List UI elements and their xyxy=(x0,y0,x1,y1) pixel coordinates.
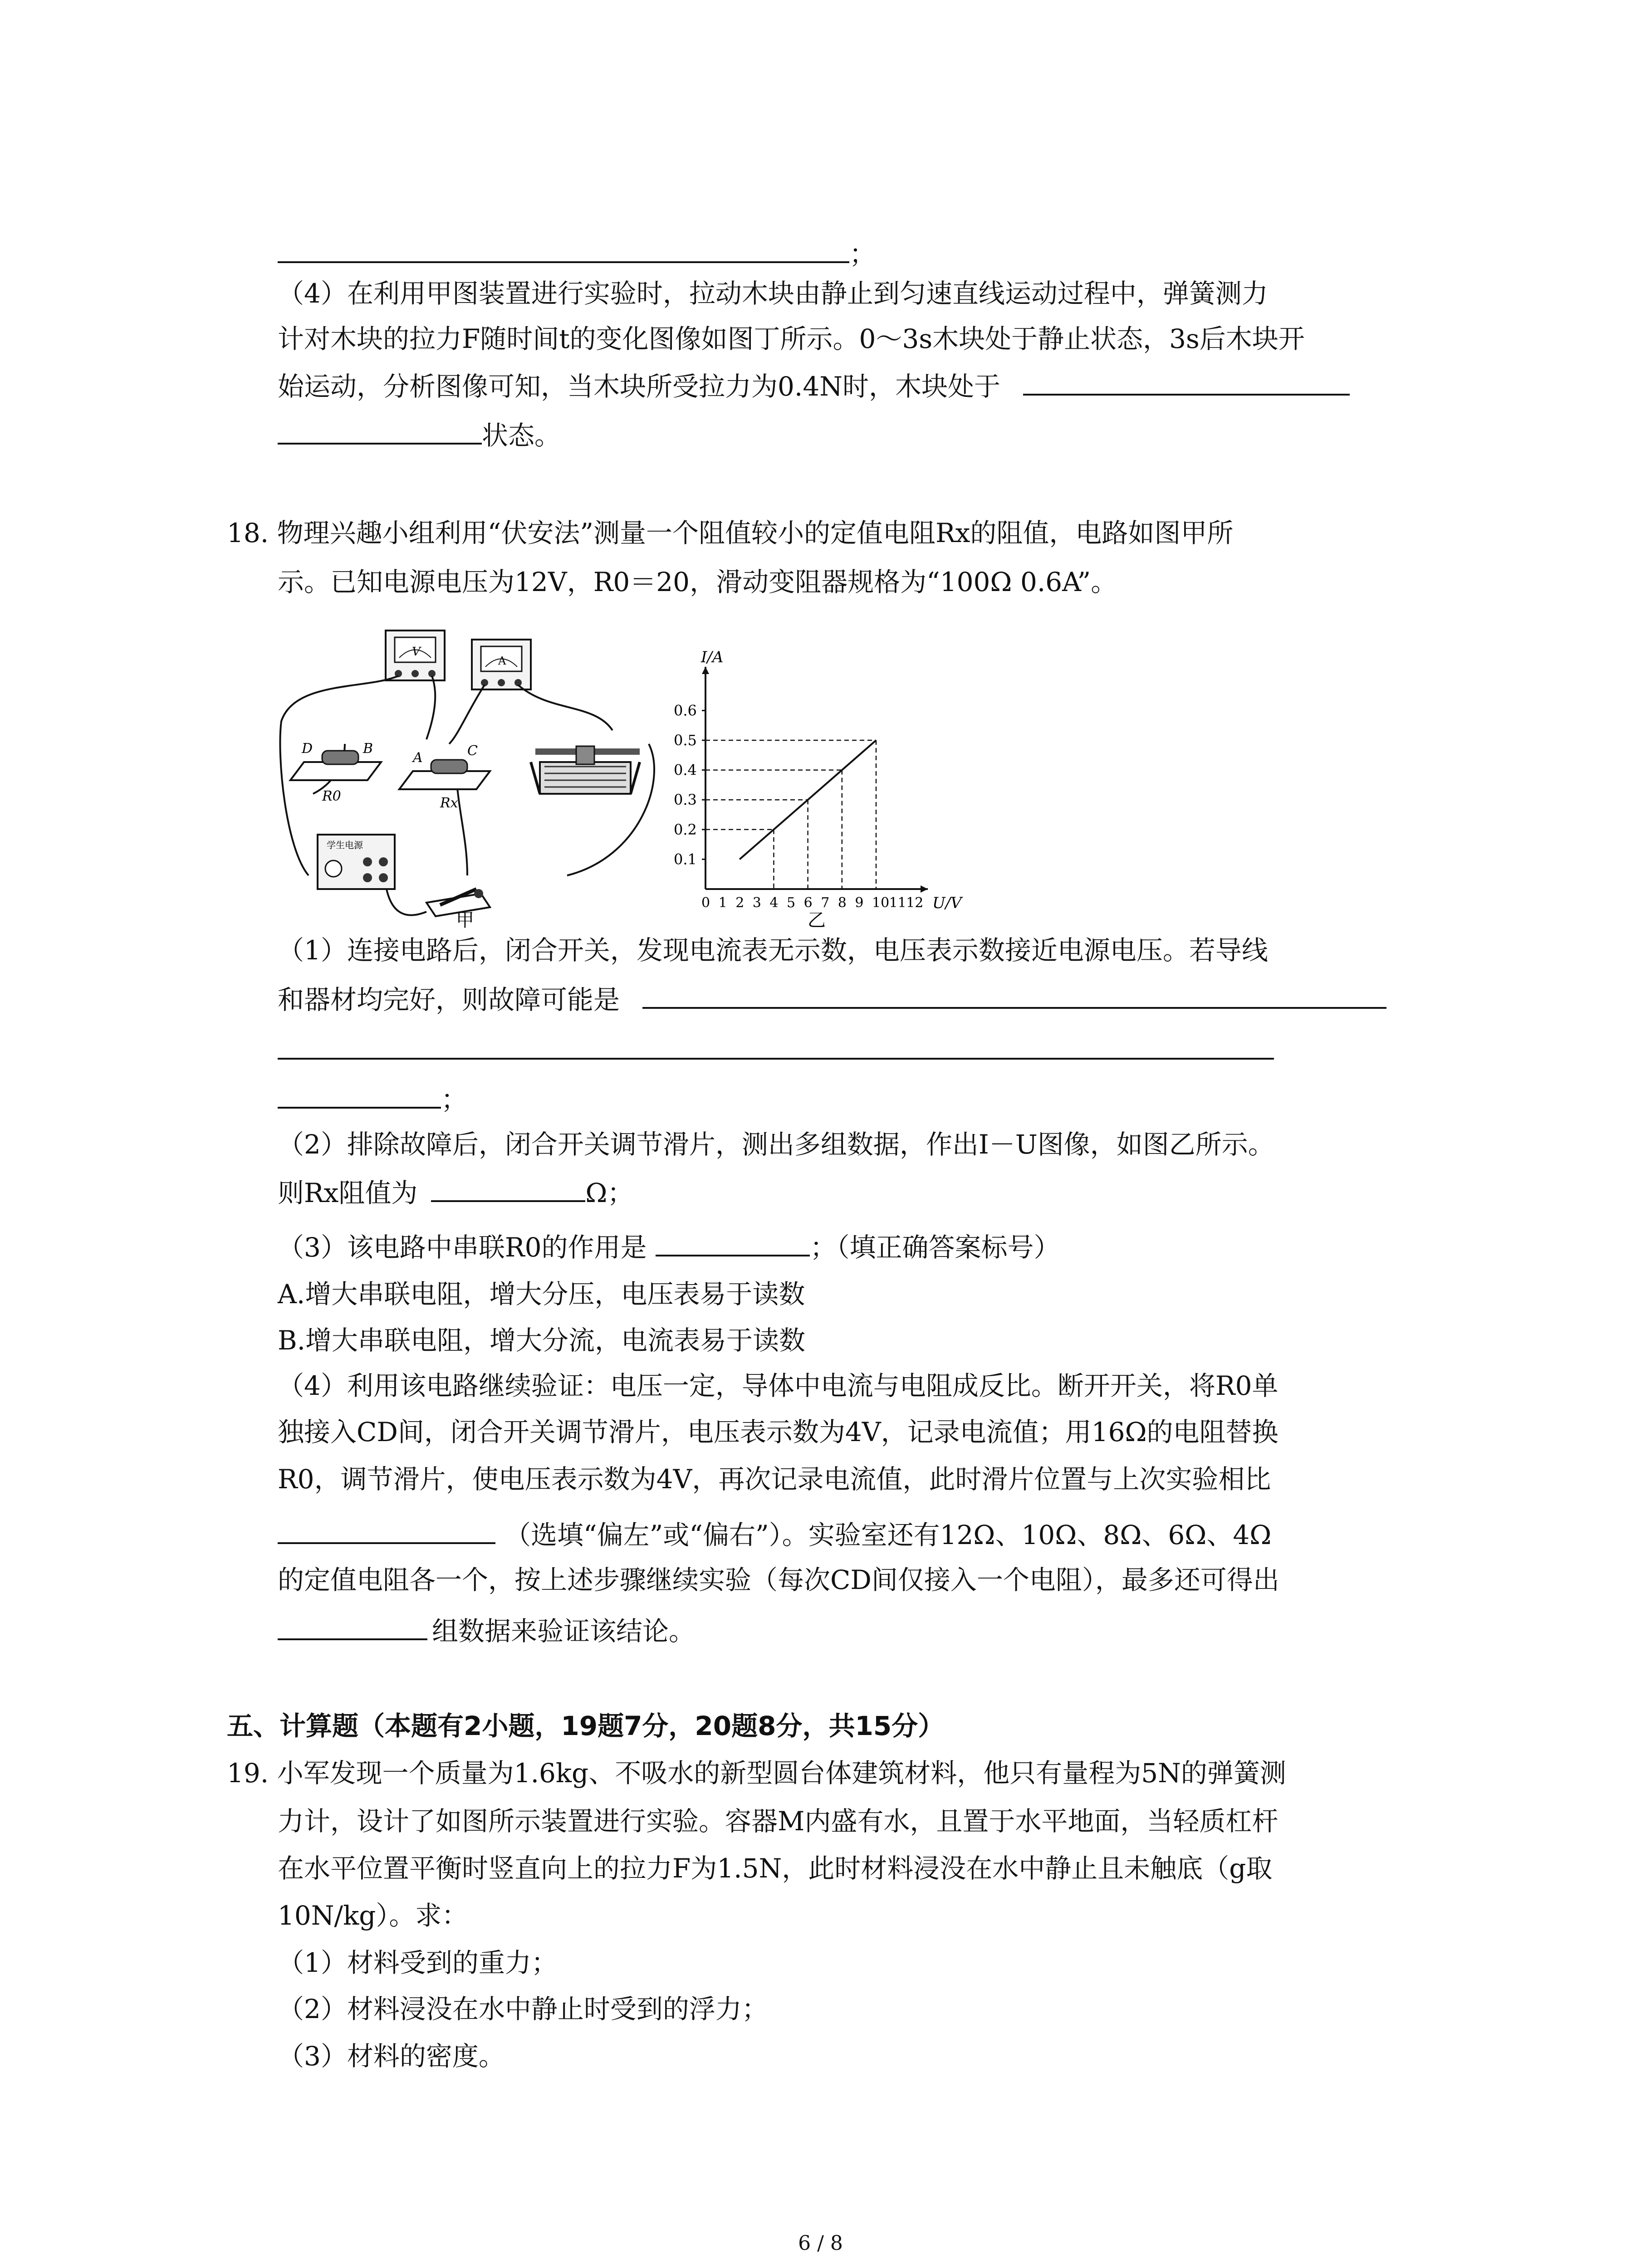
x-axis-arrow xyxy=(921,885,928,893)
blank xyxy=(278,1517,495,1544)
section-heading: 五、计算题（本题有2小题，19题7分，20题8分，共15分） xyxy=(227,1711,945,1741)
x-tick-label: 0 xyxy=(701,895,710,911)
x-axis-label: U/V xyxy=(932,894,962,912)
blank xyxy=(278,417,482,445)
page-number: 6 / 8 xyxy=(798,2232,843,2255)
label-r0: R0 xyxy=(322,788,341,804)
blank xyxy=(656,1229,810,1256)
label-a: A xyxy=(413,750,423,766)
blank xyxy=(642,982,1386,1009)
text: 组数据来验证该结论。 xyxy=(432,1616,696,1647)
x-tick-label: 11 xyxy=(889,895,906,911)
rx-resistor xyxy=(399,743,490,811)
amp-label: A xyxy=(498,655,506,667)
y-axis-arrow xyxy=(702,667,709,674)
x-tick-label: 2 xyxy=(735,895,745,911)
q18-2-line-a: （2）排除故障后，闭合开关调节滑片，测出多组数据，作出I－U图像，如图乙所示。 xyxy=(278,1129,1274,1160)
text: 和器材均完好，则故障可能是 xyxy=(278,984,620,1015)
blank xyxy=(278,1613,427,1640)
r0-resistor xyxy=(290,741,381,804)
label-rx: Rx xyxy=(440,795,458,811)
volt-label: V xyxy=(412,645,421,659)
power-supply xyxy=(318,835,395,889)
x-tick-label: 4 xyxy=(769,895,779,911)
q18-4-line-a: （4）利用该电路继续验证：电压一定，导体中电流与电阻成反比。断开开关，将R0单 xyxy=(278,1370,1279,1401)
label-c: C xyxy=(467,743,478,759)
y-tick-label: 0.2 xyxy=(674,821,697,838)
blank xyxy=(1023,368,1350,396)
blank xyxy=(278,1032,1274,1060)
y-tick-label: 0.4 xyxy=(674,761,697,779)
x-tick-label: 12 xyxy=(906,895,924,911)
x-tick-label: 5 xyxy=(787,895,796,911)
q17-4-line-b: 计对木块的拉力F随时间t的变化图像如图丁所示。0～3s木块处于静止状态，3s后木块开 xyxy=(278,323,1305,354)
x-tick-label: 6 xyxy=(803,895,813,911)
q19-line-a: 19. 小军发现一个质量为1.6kg、不吸水的新型圆台体建筑材料，他只有量程为5N的弹簧测 xyxy=(227,1758,1286,1789)
q17-4-line-d xyxy=(278,417,561,451)
text: 始运动，分析图像可知，当木块所受拉力为0.4N时，木块处于 xyxy=(278,371,1000,402)
text: Ω； xyxy=(585,1178,634,1208)
text: ； xyxy=(441,1084,468,1115)
y-tick-label: 0.3 xyxy=(674,791,697,809)
label-d: D xyxy=(302,741,313,757)
q18-1-line-a: （1）连接电路后，闭合开关，发现电流表无示数，电压表示数接近电源电压。若导线 xyxy=(278,935,1268,966)
psu-label: 学生电源 xyxy=(327,840,363,850)
q18-line-a: 18. 物理兴趣小组利用“伏安法”测量一个阻值较小的定值电阻Rx的阻值，电路如图甲所 xyxy=(227,518,1234,548)
q18-line-b: 示。已知电源电压为12V，R0＝20，滑动变阻器规格为“100Ω 0.6A”。 xyxy=(278,567,1117,597)
caption-jia: 甲 xyxy=(456,910,474,931)
y-tick-label: 0.5 xyxy=(674,732,697,749)
iu-chart xyxy=(674,648,963,931)
q19-part-1: （1）材料受到的重力； xyxy=(278,1947,558,1978)
y-tick-label: 0.1 xyxy=(674,850,697,868)
q18-4-line-b: 独接入CD间，闭合开关调节滑片，电压表示数为4V，记录电流值；用16Ω的电阻替换 xyxy=(278,1417,1279,1447)
q18-1-line-d xyxy=(278,1081,467,1115)
q18-1-line-b xyxy=(278,982,1386,1016)
ammeter xyxy=(472,640,531,689)
x-tick-label: 1 xyxy=(718,895,727,911)
q19-line-b: 力计，设计了如图所示装置进行实验。容器M内盛有水，且置于水平地面，当轻质杠杆 xyxy=(278,1806,1279,1837)
q18-1-line-c xyxy=(278,1032,1274,1066)
circuit-figure xyxy=(277,621,962,931)
text: ； xyxy=(849,239,876,269)
x-tick-label: 9 xyxy=(855,895,864,911)
q18-4-line-c: R0，调节滑片，使电压表示数为4V，再次记录电流值，此时滑片位置与上次实验相比 xyxy=(278,1464,1271,1495)
x-tick-label: 8 xyxy=(838,895,847,911)
q19-part-3: （3）材料的密度。 xyxy=(278,2041,505,2072)
q18-4-line-f xyxy=(278,1613,695,1647)
q17-4-line-c xyxy=(278,368,1350,402)
x-tick-label: 10 xyxy=(872,895,890,911)
blank xyxy=(278,1081,441,1109)
q18-3-option-b: B.增大串联电阻，增大分流，电流表易于读数 xyxy=(278,1325,806,1356)
q18-4-line-d xyxy=(278,1517,1271,1551)
x-tick-label: 7 xyxy=(821,895,830,911)
voltmeter xyxy=(386,631,445,680)
x-tick-label: 3 xyxy=(752,895,761,911)
text: 状态。 xyxy=(482,420,561,451)
caption-yi: 乙 xyxy=(808,910,826,931)
y-axis-label: I/A xyxy=(701,648,724,666)
q18-2-line-b xyxy=(278,1175,633,1209)
q18-3-line-a xyxy=(278,1229,1060,1263)
q19-part-2: （2）材料浸没在水中静止时受到的浮力； xyxy=(278,1994,768,2024)
text: 则Rx阻值为 xyxy=(278,1178,418,1208)
blank xyxy=(278,236,849,263)
q18-4-line-e: 的定值电阻各一个，按上述步骤继续实验（每次CD间仅接入一个电阻），最多还可得出 xyxy=(278,1564,1279,1595)
answer-line xyxy=(278,236,876,270)
q17-4-line-a: （4）在利用甲图装置进行实验时，拉动木块由静止到匀速直线运动过程中，弹簧测力 xyxy=(278,278,1268,309)
text: ；（填正确答案标号） xyxy=(810,1232,1060,1263)
text: （选填“偏左”或“偏右”）。实验室还有12Ω、10Ω、8Ω、6Ω、4Ω xyxy=(505,1520,1272,1550)
blank xyxy=(431,1175,585,1202)
text: （3）该电路中串联R0的作用是 xyxy=(278,1232,647,1263)
label-b: B xyxy=(363,741,373,757)
q18-3-option-a: A.增大串联电阻，增大分压，电压表易于读数 xyxy=(278,1279,805,1310)
q19-line-c: 在水平位置平衡时竖直向上的拉力F为1.5N，此时材料浸没在水中静止且未触底（g取 xyxy=(278,1853,1273,1884)
y-tick-label: 0.6 xyxy=(674,702,697,719)
q19-line-d: 10N/kg）。求： xyxy=(278,1900,468,1931)
rheostat xyxy=(531,746,640,794)
